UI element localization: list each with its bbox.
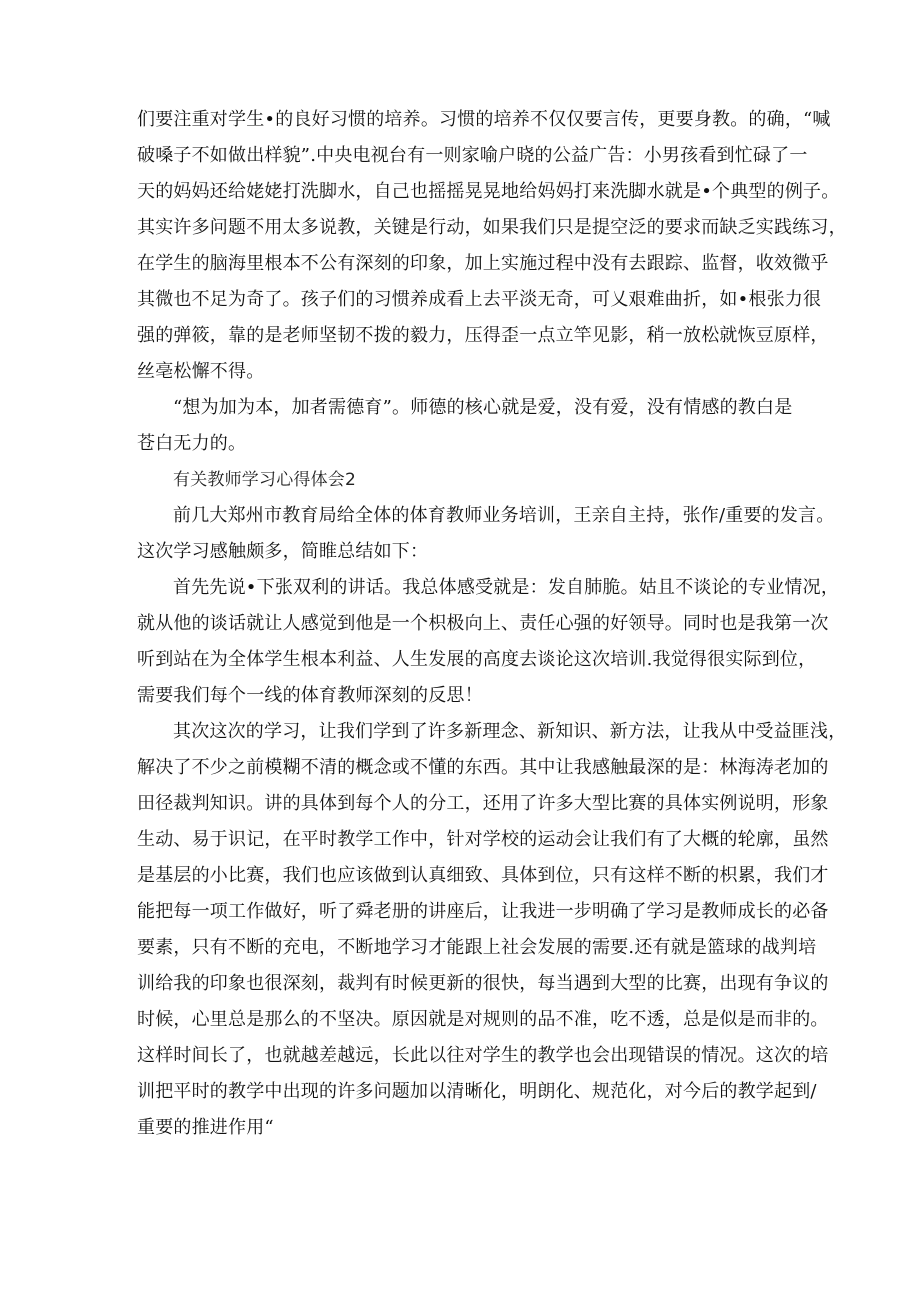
paragraph-training-intro	[137, 498, 835, 570]
text-line: 解决了不少之前模糊不清的概念或不懂的东西。其中让我感触最深的是：林海涛老加的	[137, 757, 829, 778]
text-line: 丝亳松懈不得。	[137, 361, 265, 382]
text-line: 前几大郑州市教育局给全体的体育教师业务培训，王亲自主持，张作/重要的发言。	[173, 505, 835, 526]
text-line: 听到站在为全体学生根本利益、人生发展的高度去谈论这次培训.我觉得很实际到位，	[137, 649, 817, 670]
text-line: 在学生的脑海里根本不公有深刻的印象，加上实施过程中没有去跟踪、监督，收效微乎	[137, 253, 829, 274]
text-line: 这次学习感触颇多，简睢总结如下：	[137, 541, 429, 562]
section-heading	[137, 462, 789, 498]
text-line: 能把每一项工作做好，听了舜老册的讲座后，让我进一步明确了学习是教师成长的必备	[137, 901, 829, 922]
text-line: 们要注重对学生•的良好习惯的培养。习惯的培养不仅仅要言传，更要身教。的确，“喊	[137, 109, 831, 130]
text-line: 天的妈妈还给姥姥打洗脚水，自己也摇摇晃晃地给妈妈打来洗脚水就是•个典型的例子。	[137, 181, 840, 202]
heading-text: 有关教师学习心得体会2	[173, 470, 357, 490]
text-line: 训把平时的教学中出现的许多问题加以清晰化，明朗化、规范化，对今后的教学起到/	[137, 1081, 817, 1102]
paragraph-first-point	[137, 570, 840, 714]
text-line: 其微也不足为奇了。孩子们的习惯养成看上去平淡无奇，可乂艰难曲折，如•根张力很	[137, 289, 822, 310]
text-line: 其实许多问题不用太多说教，关键是行动，如果我们只是提空泛的要求而缺乏实践练习，	[137, 217, 847, 238]
paragraph-ethics	[137, 390, 793, 462]
paragraph-second-point	[137, 714, 847, 1146]
document-body	[137, 102, 847, 1146]
text-line: 强的弹筱，靠的是老师坚韧不拨的毅力，压得歪一点立竿见影，稍一放松就恢豆原样，	[137, 325, 829, 346]
text-line: 重要的推进作用“	[137, 1117, 274, 1138]
text-line: 首先先说•下张双利的讲话。我总体感受就是：发自肺脆。姑且不谈论的专业情况，	[173, 577, 840, 598]
text-line: 苍白无力的。	[137, 433, 247, 454]
text-line: 破嗓子不如做出样貌”.中央电视台有一则家喻户晓的公益广告：小男孩看到忙碌了一	[137, 145, 808, 166]
text-line: 就从他的谈话就让人感觉到他是一个枳极向上、责任心强的好领导。同时也是我第一次	[137, 613, 829, 634]
text-line: 需要我们每个一线的体育教师深刻的反思！	[137, 685, 483, 706]
text-line: 时候，心里总是那么的不坚决。原因就是对规则的品不准，吃不透，总是似是而非的。	[137, 1009, 829, 1030]
text-line: 要素，只有不断的充电，不断地学习才能跟上社会发展的需要.还有就是篮球的战判培	[137, 937, 817, 958]
text-line: “想为加为本，加者需德育”。师德的核心就是爱，没有爱，没有情感的教白是	[173, 397, 793, 418]
text-line: 生动、易于识记，在平时教学工作中，针对学校的运动会让我们有了大概的轮廓，虽然	[137, 829, 829, 850]
text-line: 田径裁判知识。讲的具体到每个人的分工，还用了许多大型比赛的具体实例说明，形象	[137, 793, 829, 814]
paragraph-habits	[137, 102, 847, 390]
text-line: 其次这次的学习，让我们学到了许多新理念、新知识、新方法，让我从中受益匪浅，	[173, 721, 847, 742]
text-line: 这样时间长了，也就越差越远，长此以往对学生的教学也会出现错误的情况。这次的培	[137, 1045, 829, 1066]
text-line: 训给我的印象也很深刻，裁判有时候更新的很快，每当遇到大型的比赛，出现有争议的	[137, 973, 829, 994]
text-line: 是基层的小比赛，我们也应该做到认真细致、具体到位，只有这样不断的枳累，我们才	[137, 865, 829, 886]
